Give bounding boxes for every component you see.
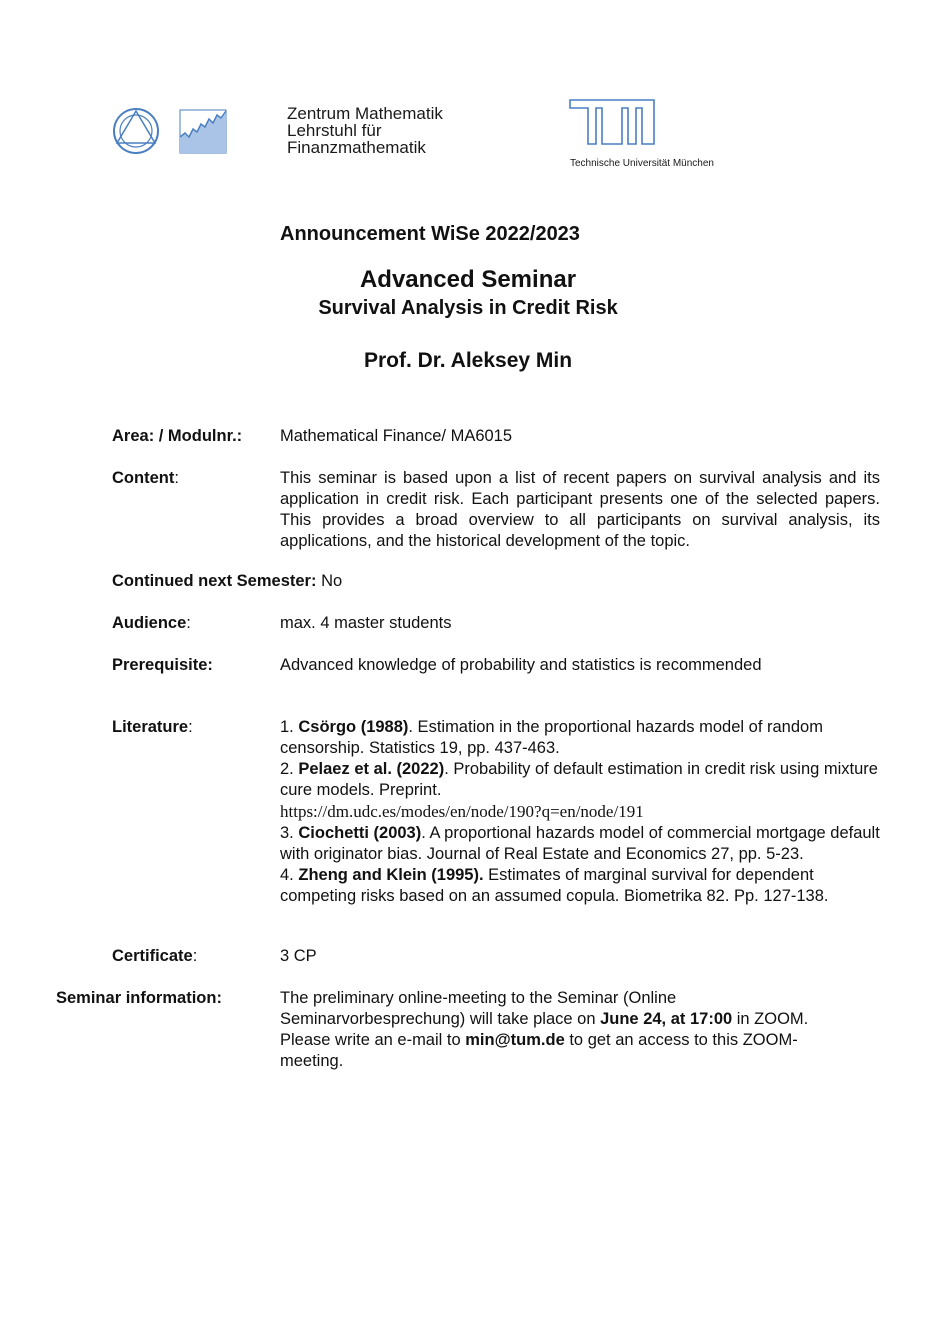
- literature-item-number: 3.: [280, 824, 299, 842]
- certificate-label-colon: :: [192, 947, 198, 965]
- literature-item: [280, 759, 880, 823]
- seminar-info-text-2: in ZOOM. Please write an e-mail to: [280, 1010, 809, 1049]
- seminar-date: June 24, at 17:00: [600, 1010, 733, 1028]
- audience-label-colon: :: [186, 614, 191, 632]
- seminar-subtitle: Survival Analysis in Credit Risk: [318, 297, 618, 319]
- literature-item-text: Estimates of marginal survival for dependent competing risks based on an assumed copula. Biometrika 82. Pp. 127-138.: [280, 866, 829, 905]
- literature-item: [280, 823, 880, 865]
- content-label: [112, 468, 179, 489]
- zentrum-mathematik-logo: [112, 107, 160, 155]
- seminar-title: Advanced Seminar: [359, 266, 577, 293]
- continued-row: [112, 571, 342, 592]
- continued-value: No: [321, 572, 343, 590]
- literature-item-text: . A proportional hazards model of commercial mortgage default with originator bias. Journal of Real Estate and Economics 27, pp. 5-23.: [280, 824, 880, 863]
- literature-item-number: 2.: [280, 760, 299, 778]
- audience-label-text: Audience: [112, 614, 187, 632]
- literature-item-text: . Probability of default estimation in credit risk using mixture cure models. Preprint.: [280, 760, 878, 799]
- literature-item-author: Ciochetti (2003): [298, 824, 422, 842]
- literature-item: [280, 717, 880, 759]
- announcement-heading: Announcement WiSe 2022/2023: [280, 223, 580, 245]
- literature-item-author: Zheng and Klein (1995).: [298, 866, 484, 884]
- content-value: This seminar is based upon a list of recent papers on survival analysis and its application in credit risk. Each participant presents one of the selected papers. This provides a broad overview to all participants on survival analysis, its applications, and the historical development of the topic.: [280, 469, 880, 550]
- department-line-2: Lehrstuhl für: [287, 121, 382, 140]
- audience-label: [112, 613, 191, 634]
- literature-label-text: Literature: [112, 718, 189, 736]
- certificate-label-text: Certificate: [112, 947, 193, 965]
- literature-list: [280, 717, 880, 907]
- professor-name: Prof. Dr. Aleksey Min: [363, 349, 573, 372]
- department-line-3: Finanzmathematik: [287, 138, 426, 157]
- seminar-info-text-3: to get an access to this ZOOM-meeting.: [280, 1031, 798, 1070]
- literature-item-url[interactable]: https://dm.udc.es/modes/en/node/190?q=en/node/191: [280, 802, 644, 821]
- literature-label-colon: :: [188, 718, 193, 736]
- literature-item: [280, 865, 880, 907]
- department-line-1: Zentrum Mathematik: [287, 104, 443, 123]
- content-label-colon: :: [174, 469, 179, 487]
- literature-item-author: Csörgo (1988): [298, 718, 409, 736]
- literature-item-author: Pelaez et al. (2022): [298, 760, 445, 778]
- contact-email[interactable]: min@tum.de: [465, 1031, 565, 1049]
- tum-logo: [569, 99, 655, 145]
- content-label-text: Content: [112, 469, 175, 487]
- area-value: Mathematical Finance/ MA6015: [280, 427, 513, 445]
- literature-item-number: 1.: [280, 718, 299, 736]
- prerequisite-label: Prerequisite:: [112, 656, 213, 674]
- seminar-info-text-1: The preliminary online-meeting to the Seminar (Online Seminarvorbesprechung) will take place on: [280, 989, 677, 1028]
- finanzmathematik-logo: [179, 107, 227, 155]
- seminar-info-value: [280, 988, 850, 1072]
- literature-item-text: . Estimation in the proportional hazards model of random censorship. Statistics 19, pp. 437-463.: [280, 718, 823, 757]
- literature-label: [112, 717, 193, 738]
- prerequisite-value: Advanced knowledge of probability and statistics is recommended: [280, 656, 762, 674]
- university-name: Technische Universität München: [570, 158, 714, 169]
- certificate-label: [112, 946, 197, 967]
- continued-label: Continued next Semester:: [112, 572, 317, 590]
- certificate-value: 3 CP: [280, 947, 317, 965]
- area-label: Area: / Modulnr.:: [112, 427, 243, 445]
- department-name: [287, 105, 443, 156]
- literature-item-number: 4.: [280, 866, 299, 884]
- audience-value: max. 4 master students: [280, 614, 452, 632]
- seminar-info-label: Seminar information:: [56, 989, 222, 1007]
